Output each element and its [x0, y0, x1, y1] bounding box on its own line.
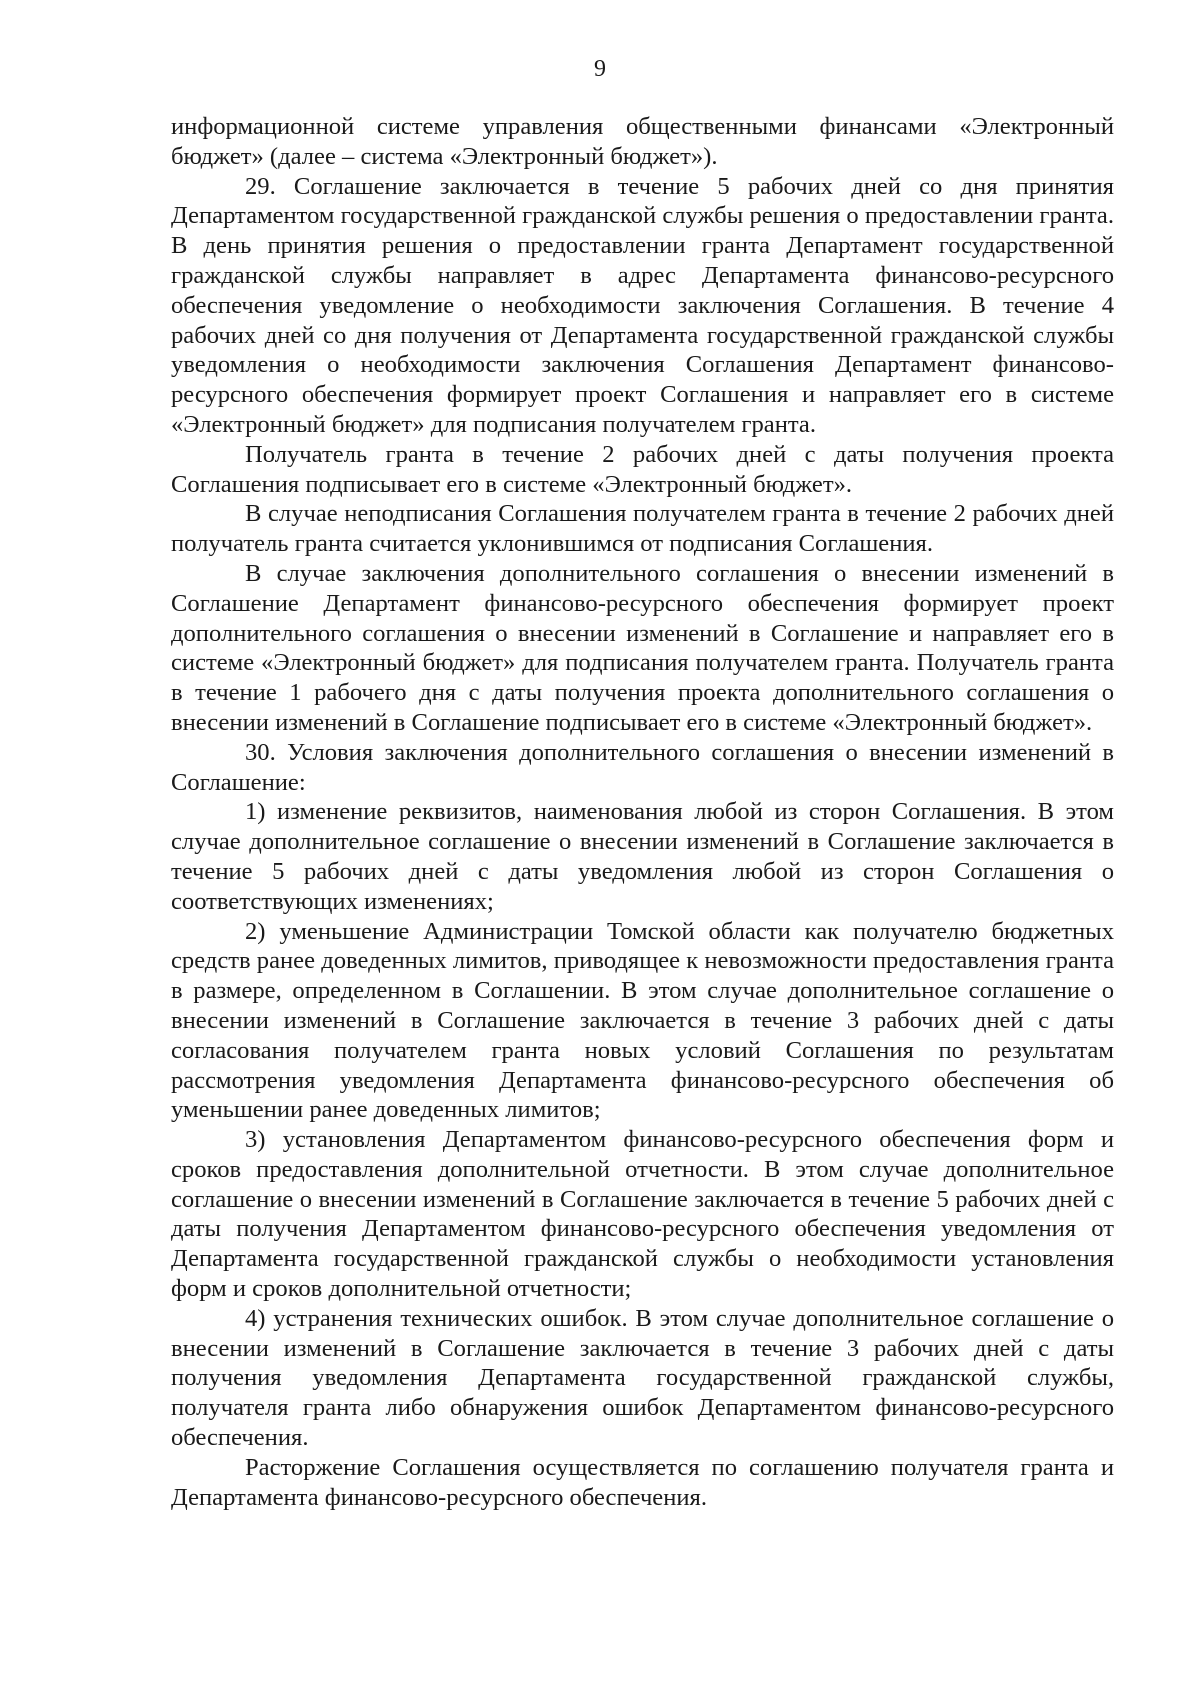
paragraph-recipient-signing: Получатель гранта в течение 2 рабочих дней с даты получения проекта Соглашения подписывает его в системе «Электронный бюджет».	[171, 440, 1114, 498]
list-item-3: 3) установления Департаментом финансово-ресурсного обеспечения форм и сроков предоставления дополнительной отчетности. В этом случае дополнительное соглашение о внесении изменений в Соглашение заключается в течение 5 рабочих дней с даты получения Департаментом финансово-ресурсного обеспечения уведомления от Департамента государственной гражданской службы о необходимости установления форм и сроков дополнительной отчетности;	[171, 1126, 1114, 1303]
list-item-1: 1) изменение реквизитов, наименования любой из сторон Соглашения. В этом случае дополнительное соглашение о внесении изменений в Соглашение заключается в течение 5 рабочих дней с даты уведомления любой из сторон Соглашения о соответствующих изменениях;	[171, 798, 1114, 915]
paragraph-additional-agreement: В случае заключения дополнительного соглашения о внесении изменений в Соглашение Департамент финансово-ресурсного обеспечения формирует проект дополнительного соглашения о внесении изменений в Соглашение и направляет его в системе «Электронный бюджет» для подписания получателем гранта. Получатель гранта в течение 1 рабочего дня с даты получения проекта дополнительного соглашения о внесении изменений в Соглашение подписывает его в системе «Электронный бюджет».	[171, 559, 1114, 736]
paragraph-continuation: информационной системе управления общественными финансами «Электронный бюджет» (далее – система «Электронный бюджет»).	[171, 113, 1114, 170]
paragraph-termination: Расторжение Соглашения осуществляется по соглашению получателя гранта и Департамента финансово-ресурсного обеспечения.	[171, 1453, 1114, 1511]
list-item-4: 4) устранения технических ошибок. В этом случае дополнительное соглашение о внесении изменений в Соглашение заключается в течение 3 рабочих дней с даты получения уведомления Департамента государственной гражданской службы, получателя гранта либо обнаружения ошибок Департаментом финансово-ресурсного обеспечения.	[171, 1304, 1114, 1452]
document-body	[171, 112, 1114, 1512]
paragraph-clause-30: 30. Условия заключения дополнительного соглашения о внесении изменений в Соглашение:	[171, 738, 1114, 796]
paragraph-clause-29: 29. Соглашение заключается в течение 5 рабочих дней со дня принятия Департаментом государственной гражданской службы решения о предоставлении гранта. В день принятия решения о предоставлении гранта Департамент государственной гражданской службы направляет в адрес Департамента финансово-ресурсного обеспечения уведомление о необходимости заключения Соглашения. В течение 4 рабочих дней со дня получения от Департамента государственной гражданской службы уведомления о необходимости заключения Соглашения Департамент финансово-ресурсного обеспечения формирует проект Соглашения и направляет его в системе «Электронный бюджет» для подписания получателем гранта.	[171, 172, 1114, 438]
list-item-2: 2) уменьшение Администрации Томской области как получателю бюджетных средств ранее доведенных лимитов, приводящее к невозможности предоставления гранта в размере, определенном в Соглашении. В этом случае дополнительное соглашение о внесении изменений в Соглашение заключается в течение 3 рабочих дней с даты согласования получателем гранта новых условий Соглашения по результатам рассмотрения уведомления Департамента финансово-ресурсного обеспечения об уменьшении ранее доведенных лимитов;	[171, 917, 1114, 1124]
paragraph-non-signing: В случае неподписания Соглашения получателем гранта в течение 2 рабочих дней получатель гранта считается уклонившимся от подписания Соглашения.	[171, 500, 1114, 558]
page-number: 9	[594, 56, 606, 82]
